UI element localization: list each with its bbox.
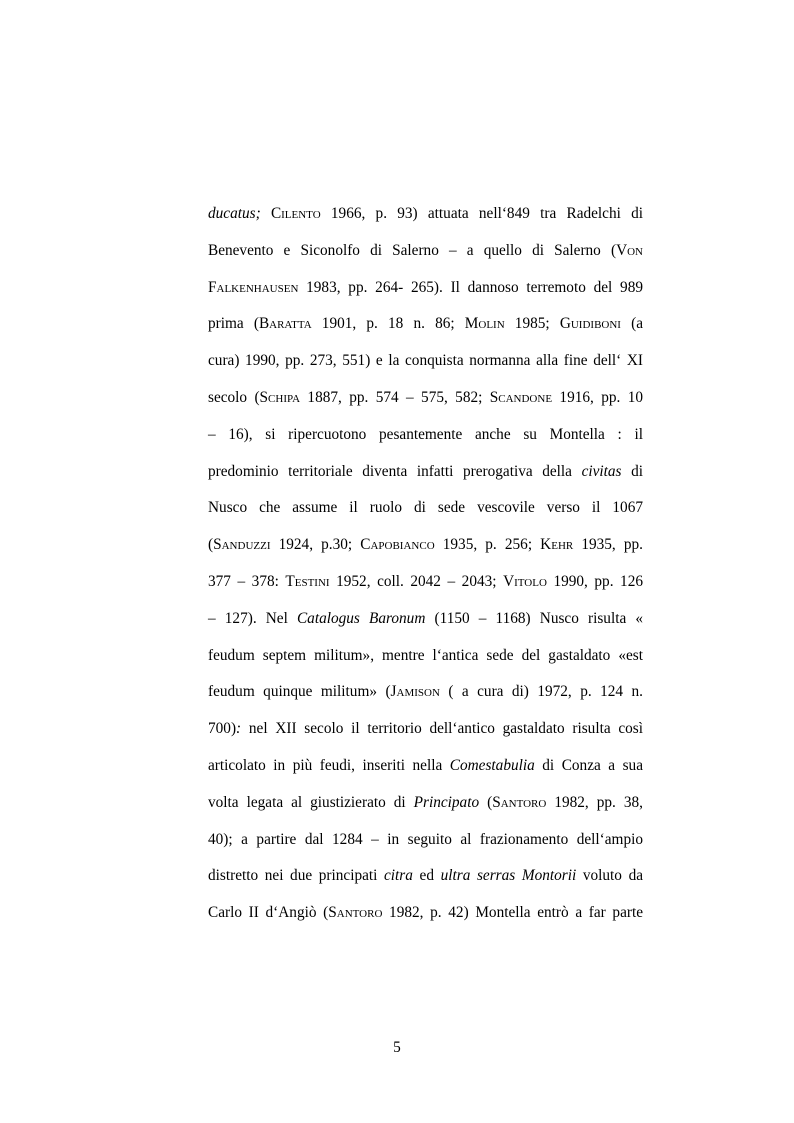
text-line [208,900,643,926]
text-segment: 1985; [504,315,560,333]
citation-author: Guidiboni [559,315,621,333]
text-segment: di [621,462,643,480]
text-segment: Benevento e Siconolfo di Salerno – a quello di Salerno ( [208,241,617,259]
text-segment: 1982, pp. 38, [546,793,643,811]
citation-author: Cilento [270,205,321,222]
italic-term: Comestabulia [449,757,535,774]
text-segment: 1924, p.30; [270,536,361,554]
text-line [208,201,643,227]
italic-term: civitas [581,462,622,480]
text-segment: articolato in più feudi, inseriti nella [208,757,450,774]
text-segment: 40); a partire dal 1284 – in seguito al frazionamento dell‘ampio [208,830,643,848]
citation-author: Kehr [540,536,574,554]
text-line [208,643,643,669]
text-line [208,459,643,485]
text-line [208,606,643,632]
citation-author: Baratta [258,315,312,333]
text-segment [261,205,271,222]
text-segment: feudum quinque militum» ( [208,683,391,701]
italic-term: Catalogus Baronum [296,609,426,627]
italic-term: ducatus; [208,205,261,222]
text-segment: – 127). Nel [208,609,297,627]
italic-term: : [236,720,242,738]
text-segment: predominio territoriale diventa infatti prerogativa della [208,462,582,480]
text-line [208,238,643,264]
text-segment: prima ( [208,315,259,333]
text-line [208,532,643,558]
text-segment: nel XII secolo il territorio dell‘antico gastaldato risulta così [241,720,643,738]
text-line [208,348,643,374]
text-segment: – 16), si ripercuotono pesantemente anche su Montella : il [208,425,643,443]
citation-author: Schipa [259,389,301,406]
text-segment: ( a cura di) 1972, p. 124 n. [439,683,643,701]
text-line [208,753,643,779]
text-segment: 1887, pp. 574 – 575, 582; [300,389,490,406]
citation-author: Santoro [492,793,547,811]
citation-author: Vitolo [503,573,547,590]
text-line [208,495,643,521]
text-segment: distretto nei due principati [208,867,384,885]
text-line [208,275,643,301]
citation-author: Molin [464,315,505,333]
citation-author: Scandone [489,389,553,406]
italic-term: citra [384,867,413,885]
text-line [208,422,643,448]
text-segment: volta legata al giustizierato di [208,793,414,811]
text-segment: secolo ( [208,389,260,406]
italic-term: ultra serras Montorii [440,867,577,885]
text-segment: cura) 1990, pp. 273, 551) e la conquista normanna alla fine dell‘ XI [208,352,643,370]
text-segment: Nusco che assume il ruolo di sede vescovile verso il 1067 [208,499,643,517]
italic-term: Principato [413,793,480,811]
text-segment: ( [479,793,493,811]
text-segment: di Conza a sua [534,757,643,774]
text-line [208,827,643,853]
text-segment: 1935, p. 256; [434,536,541,554]
text-line [208,790,643,816]
text-line [208,863,643,889]
text-segment: 1983, pp. 264- 265). Il dannoso terremoto del 989 [298,278,643,296]
text-segment: Carlo II d‘Angiò ( [208,904,329,922]
text-segment: (1150 – 1168) Nusco risulta « [425,609,644,627]
text-segment: 1990, pp. 126 [546,573,643,590]
text-segment: (a [620,315,644,333]
text-segment: 1935, pp. [573,536,643,554]
text-segment: 1952, coll. 2042 – 2043; [329,573,504,590]
text-line [208,385,643,411]
citation-author: Santoro [328,904,383,922]
text-segment: 377 – 378: [208,573,286,590]
citation-author: Sanduzzi [213,536,271,554]
text-segment: 1916, pp. 10 [552,389,643,406]
text-segment: 1982, p. 42) Montella entrò a far parte [382,904,643,922]
citation-author: Jamison [390,683,440,701]
citation-author: Testini [285,573,330,590]
text-line [208,716,643,742]
text-segment: 1901, p. 18 n. 86; [311,315,465,333]
text-segment: voluto da [576,867,644,885]
text-segment: ( [208,536,214,554]
text-segment: feudum septem militum», mentre l‘antica sede del gastaldato «est [208,646,643,664]
citation-author: Capobianco [360,536,435,554]
page-number: 5 [393,1039,401,1056]
text-segment: 700) [208,720,237,738]
text-line [208,311,643,337]
text-segment: ed [412,867,441,885]
text-line [208,569,643,595]
text-line [208,679,643,705]
text-segment: 1966, p. 93) attuata nell‘849 tra Radelchi di [320,205,643,222]
citation-author: Von [616,241,643,259]
citation-author: Falkenhausen [208,278,299,296]
